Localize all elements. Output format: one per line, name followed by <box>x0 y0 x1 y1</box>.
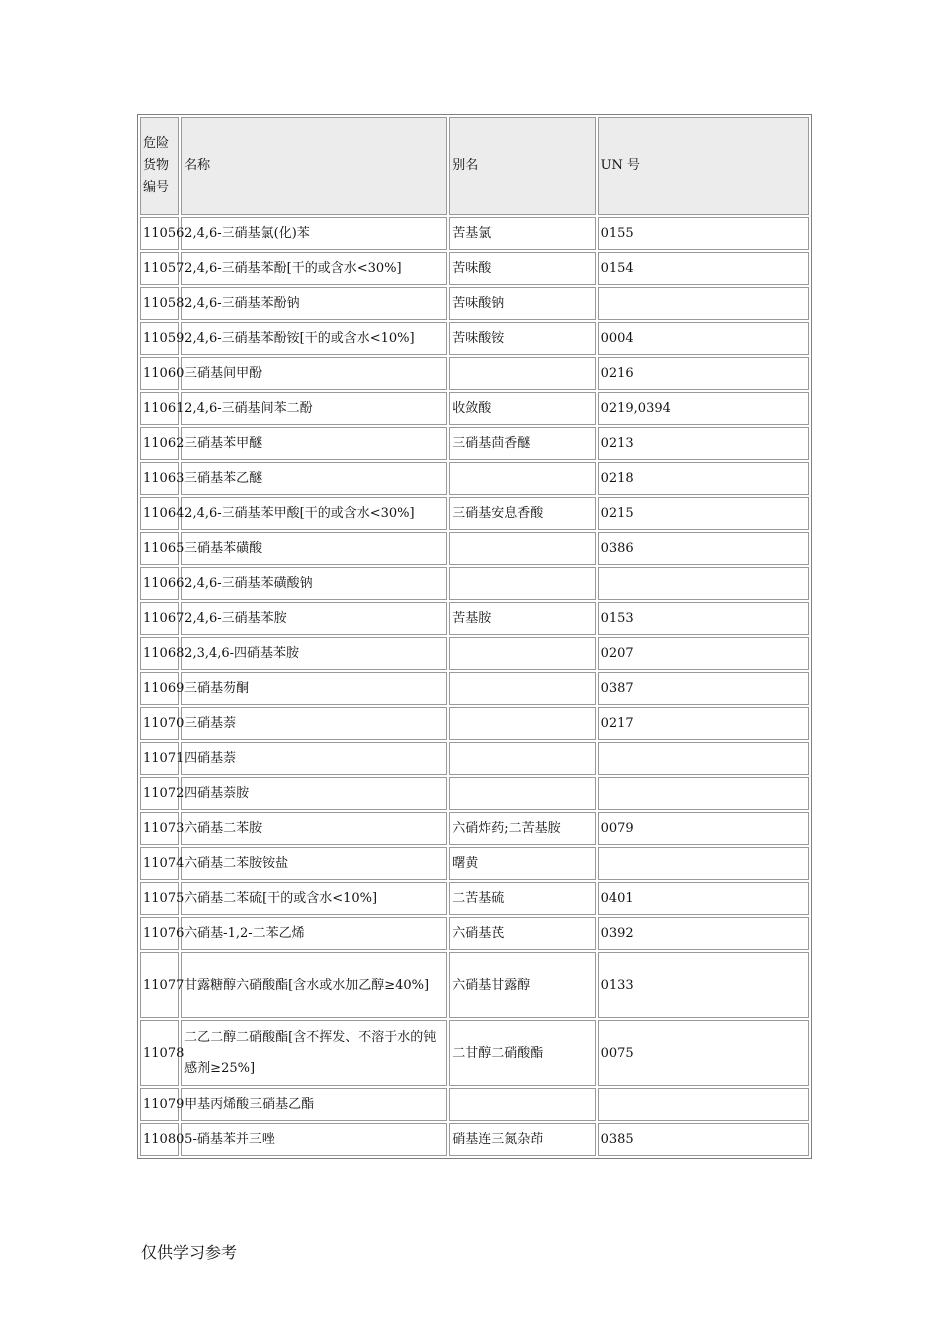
cell-name: 六硝基二苯胺 <box>181 812 447 845</box>
cell-alias <box>449 1088 595 1121</box>
cell-name: 六硝基二苯胺铵盐 <box>181 847 447 880</box>
cell-alias: 苦味酸铵 <box>449 322 595 355</box>
cell-un: 0133 <box>598 952 809 1018</box>
cell-code: 11061 <box>140 392 179 425</box>
header-name: 名称 <box>181 117 447 215</box>
cell-code: 11064 <box>140 497 179 530</box>
header-code: 危险货物编号 <box>140 117 179 215</box>
cell-un: 0219,0394 <box>598 392 809 425</box>
cell-alias: 曙黄 <box>449 847 595 880</box>
cell-code: 11066 <box>140 567 179 600</box>
cell-alias: 收敛酸 <box>449 392 595 425</box>
cell-name: 2,4,6-三硝基氯(化)苯 <box>181 217 447 250</box>
table-row <box>140 462 809 495</box>
cell-un: 0386 <box>598 532 809 565</box>
cell-code: 11056 <box>140 217 179 250</box>
table-row <box>140 742 809 775</box>
cell-un: 0387 <box>598 672 809 705</box>
cell-code: 11070 <box>140 707 179 740</box>
cell-un: 0004 <box>598 322 809 355</box>
cell-code: 11058 <box>140 287 179 320</box>
cell-alias: 三硝基安息香酸 <box>449 497 595 530</box>
cell-name: 2,4,6-三硝基苯酚钠 <box>181 287 447 320</box>
cell-code: 11062 <box>140 427 179 460</box>
cell-code: 11067 <box>140 602 179 635</box>
cell-code: 11079 <box>140 1088 179 1121</box>
table-header-row <box>140 117 809 215</box>
header-un: UN 号 <box>598 117 809 215</box>
cell-un: 0217 <box>598 707 809 740</box>
table-row <box>140 917 809 950</box>
table-row <box>140 672 809 705</box>
cell-code: 11065 <box>140 532 179 565</box>
table-row <box>140 847 809 880</box>
cell-code: 11057 <box>140 252 179 285</box>
cell-code: 11069 <box>140 672 179 705</box>
cell-alias <box>449 532 595 565</box>
cell-alias: 二苦基硫 <box>449 882 595 915</box>
table-row <box>140 427 809 460</box>
cell-code: 11071 <box>140 742 179 775</box>
cell-un: 0153 <box>598 602 809 635</box>
hazard-table-container <box>137 114 812 1159</box>
table-row <box>140 392 809 425</box>
cell-name: 2,4,6-三硝基苯酚铵[干的或含水<10%] <box>181 322 447 355</box>
table-row <box>140 602 809 635</box>
cell-alias <box>449 672 595 705</box>
cell-name: 2,4,6-三硝基苯磺酸钠 <box>181 567 447 600</box>
cell-name: 2,4,6-三硝基苯甲酸[干的或含水<30%] <box>181 497 447 530</box>
cell-code: 11068 <box>140 637 179 670</box>
cell-name: 2,4,6-三硝基苯酚[干的或含水<30%] <box>181 252 447 285</box>
cell-name: 六硝基-1,2-二苯乙烯 <box>181 917 447 950</box>
cell-code: 11076 <box>140 917 179 950</box>
cell-name: 三硝基苯磺酸 <box>181 532 447 565</box>
table-row <box>140 1123 809 1156</box>
cell-name: 2,4,6-三硝基苯胺 <box>181 602 447 635</box>
table-row <box>140 497 809 530</box>
cell-name: 四硝基萘 <box>181 742 447 775</box>
cell-un: 0215 <box>598 497 809 530</box>
table-row <box>140 1020 809 1086</box>
cell-name: 2,4,6-三硝基间苯二酚 <box>181 392 447 425</box>
cell-un: 0216 <box>598 357 809 390</box>
cell-un <box>598 287 809 320</box>
cell-un <box>598 777 809 810</box>
cell-name: 三硝基间甲酚 <box>181 357 447 390</box>
cell-alias <box>449 777 595 810</box>
table-row <box>140 637 809 670</box>
cell-code: 11080 <box>140 1123 179 1156</box>
table-row <box>140 952 809 1018</box>
cell-name: 四硝基萘胺 <box>181 777 447 810</box>
cell-code: 11075 <box>140 882 179 915</box>
cell-alias: 三硝基茴香醚 <box>449 427 595 460</box>
cell-name: 三硝基芴酮 <box>181 672 447 705</box>
cell-code: 11074 <box>140 847 179 880</box>
table-row <box>140 1088 809 1121</box>
cell-alias: 苦味酸 <box>449 252 595 285</box>
cell-un: 0075 <box>598 1020 809 1086</box>
cell-alias <box>449 707 595 740</box>
table-row <box>140 217 809 250</box>
cell-name: 二乙二醇二硝酸酯[含不挥发、不溶于水的钝感剂≥25%] <box>181 1020 447 1086</box>
cell-name: 六硝基二苯硫[干的或含水<10%] <box>181 882 447 915</box>
cell-alias: 苦基胺 <box>449 602 595 635</box>
table-row <box>140 882 809 915</box>
cell-alias <box>449 567 595 600</box>
cell-un: 0401 <box>598 882 809 915</box>
table-row <box>140 322 809 355</box>
header-alias: 别名 <box>449 117 595 215</box>
cell-alias: 硝基连三氮杂茚 <box>449 1123 595 1156</box>
cell-un <box>598 847 809 880</box>
cell-alias <box>449 637 595 670</box>
cell-code: 11073 <box>140 812 179 845</box>
cell-code: 11059 <box>140 322 179 355</box>
footer-note: 仅供学习参考 <box>141 1243 238 1262</box>
cell-un: 0213 <box>598 427 809 460</box>
table-row <box>140 812 809 845</box>
table-row <box>140 357 809 390</box>
cell-un <box>598 1088 809 1121</box>
cell-alias: 六硝基芪 <box>449 917 595 950</box>
cell-un: 0207 <box>598 637 809 670</box>
cell-name: 2,3,4,6-四硝基苯胺 <box>181 637 447 670</box>
cell-un: 0218 <box>598 462 809 495</box>
table-row <box>140 567 809 600</box>
table-row <box>140 287 809 320</box>
cell-alias <box>449 742 595 775</box>
hazard-goods-table <box>137 114 812 1159</box>
table-row <box>140 777 809 810</box>
cell-un: 0154 <box>598 252 809 285</box>
cell-alias: 苦基氯 <box>449 217 595 250</box>
cell-name: 甘露糖醇六硝酸酯[含水或水加乙醇≥40%] <box>181 952 447 1018</box>
table-row <box>140 707 809 740</box>
cell-code: 11063 <box>140 462 179 495</box>
cell-un <box>598 742 809 775</box>
cell-code: 11060 <box>140 357 179 390</box>
cell-un: 0385 <box>598 1123 809 1156</box>
cell-un: 0392 <box>598 917 809 950</box>
table-row <box>140 532 809 565</box>
cell-alias: 二甘醇二硝酸酯 <box>449 1020 595 1086</box>
cell-code: 11078 <box>140 1020 179 1086</box>
cell-un: 0079 <box>598 812 809 845</box>
cell-name: 三硝基苯甲醚 <box>181 427 447 460</box>
cell-un <box>598 567 809 600</box>
cell-alias: 六硝炸药;二苦基胺 <box>449 812 595 845</box>
cell-alias: 六硝基甘露醇 <box>449 952 595 1018</box>
cell-name: 甲基丙烯酸三硝基乙酯 <box>181 1088 447 1121</box>
cell-name: 5-硝基苯并三唑 <box>181 1123 447 1156</box>
cell-alias: 苦味酸钠 <box>449 287 595 320</box>
cell-name: 三硝基苯乙醚 <box>181 462 447 495</box>
cell-name: 三硝基萘 <box>181 707 447 740</box>
cell-code: 11077 <box>140 952 179 1018</box>
cell-alias <box>449 462 595 495</box>
cell-code: 11072 <box>140 777 179 810</box>
table-body <box>140 117 809 1156</box>
cell-alias <box>449 357 595 390</box>
table-row <box>140 252 809 285</box>
cell-un: 0155 <box>598 217 809 250</box>
